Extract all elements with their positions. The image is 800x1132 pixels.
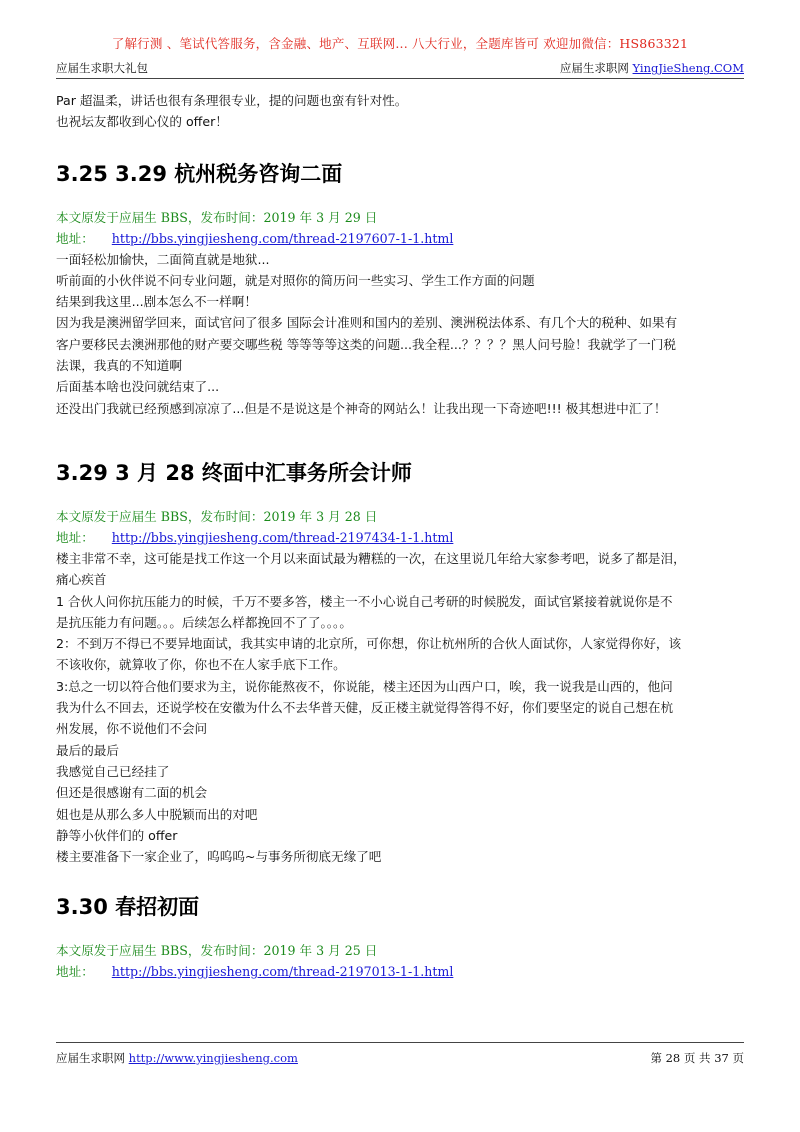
address-label: 地址： bbox=[56, 230, 94, 246]
intro-line: 也祝坛友都收到心仪的 offer！ bbox=[56, 114, 228, 130]
post-source: 本文原发于应届生 BBS，发布时间：2019 年 3 月 25 日 bbox=[56, 943, 378, 959]
body-line: 听前面的小伙伴说不问专业问题，就是对照你的简历问一些实习、学生工作方面的问题 bbox=[56, 272, 535, 288]
intro-line: Par 超温柔，讲话也很有条理很专业，提的问题也蛮有针对性。 bbox=[56, 93, 408, 108]
post-source: 本文原发于应届生 BBS，发布时间：2019 年 3 月 29 日 bbox=[56, 209, 378, 225]
footer-site-link[interactable]: http://www.yingjiesheng.com bbox=[128, 1051, 298, 1065]
body-line: 姐也是从那么多人中脱颖而出的对吧 bbox=[56, 806, 258, 822]
header-site-link[interactable]: YingJieSheng.COM bbox=[632, 61, 744, 75]
page-number: 第 28 页 共 37 页 bbox=[650, 1051, 744, 1065]
body-line: 客户要移民去澳洲那他的财产要交哪些税 等等等等这类的问题...我全程...？？？？黑人问号脸！我就学了一门税 bbox=[56, 336, 676, 352]
body-line: 结果到我这里...剧本怎么不一样啊！ bbox=[56, 294, 257, 310]
header-title: 应届生求职大礼包 bbox=[56, 61, 148, 75]
body-line: 还没出门我就已经预感到凉凉了...但是不是说这是个神奇的网站么！让我出现一下奇迹吧!!! 极其想进中汇了！ bbox=[56, 400, 667, 416]
header-rule bbox=[56, 78, 744, 79]
body-line: 1 合伙人问你抗压能力的时候，千万不要多答，楼主一不小心说自己考研的时候脱发，面试官紧接着就说你是不 bbox=[56, 593, 673, 609]
body-line: 我为什么不回去，还说学校在安徽为什么不去华普天健，反正楼主就觉得答得不好，你们要坚定的说自己想在杭 bbox=[56, 700, 674, 716]
body-line: 最后的最后 bbox=[56, 742, 119, 758]
body-line: 我感觉自己已经挂了 bbox=[56, 763, 170, 779]
footer-rule bbox=[56, 1042, 744, 1043]
page-footer bbox=[56, 1050, 744, 1066]
body-line: 一面轻松加愉快，二面简直就是地狱... bbox=[56, 251, 270, 267]
body-line: 法课，我真的不知道啊 bbox=[56, 358, 182, 374]
section-title: 3.30 春招初面 bbox=[56, 895, 200, 920]
header-site-label: 应届生求职网 bbox=[559, 61, 633, 75]
post-source: 本文原发于应届生 BBS，发布时间：2019 年 3 月 28 日 bbox=[56, 508, 378, 524]
body-line: 3:总之一切以符合他们要求为主，说你能熬夜不，你说能，楼主还因为山西户口，唉，我一说我是山西的，他问 bbox=[56, 678, 673, 694]
body-line: 楼主非常不幸，这可能是找工作这一个月以来面试最为糟糕的一次，在这里说几年给大家参考吧，说多了都是泪， bbox=[56, 550, 686, 566]
body-line: 痛心疾首 bbox=[56, 572, 107, 588]
post-address bbox=[56, 961, 746, 982]
body-line: 但还是很感谢有二面的机会 bbox=[56, 785, 208, 801]
page-body bbox=[56, 90, 746, 982]
body-line: 州发展，你不说他们不会问 bbox=[56, 721, 208, 737]
body-line: 因为我是澳洲留学回来，面试官问了很多 国际会计准则和国内的差别、澳洲税法体系、有几个大的税种、如果有 bbox=[56, 315, 678, 331]
address-label: 地址： bbox=[56, 529, 94, 545]
body-line: 楼主要准备下一家企业了，呜呜呜~与事务所彻底无缘了吧 bbox=[56, 849, 382, 865]
post-address bbox=[56, 228, 746, 249]
body-line: 不该收你，就算收了你，你也不在人家手底下工作。 bbox=[56, 657, 346, 673]
body-line: 静等小伙伴们的 offer bbox=[56, 827, 178, 843]
promo-banner: 了解行测 、笔试代答服务，含金融、地产、互联网... 八大行业，全题库皆可 欢迎加微信：HS863321 bbox=[111, 36, 689, 51]
post-link[interactable]: http://bbs.yingjiesheng.com/thread-2197607-1-1.html bbox=[111, 230, 454, 246]
footer-site-label: 应届生求职网 bbox=[56, 1051, 129, 1065]
body-line: 是抗压能力有问题。。。后续怎么样都挽回不了了。。。。 bbox=[56, 614, 352, 630]
body-line: 后面基本啥也没问就结束了... bbox=[56, 379, 220, 395]
post-link[interactable]: http://bbs.yingjiesheng.com/thread-2197434-1-1.html bbox=[111, 529, 454, 545]
section-title: 3.29 3 月 28 终面中汇事务所会计师 bbox=[56, 460, 412, 485]
page-header bbox=[56, 60, 744, 76]
post-address bbox=[56, 527, 746, 548]
post-link[interactable]: http://bbs.yingjiesheng.com/thread-2197013-1-1.html bbox=[111, 964, 454, 980]
section-title: 3.25 3.29 杭州税务咨询二面 bbox=[56, 161, 343, 186]
header-site bbox=[560, 60, 744, 76]
body-line: 2：不到万不得已不要异地面试，我其实申请的北京所，可你想，你让杭州所的合伙人面试你，人家觉得你好，该 bbox=[56, 636, 682, 652]
address-label: 地址： bbox=[56, 964, 94, 980]
